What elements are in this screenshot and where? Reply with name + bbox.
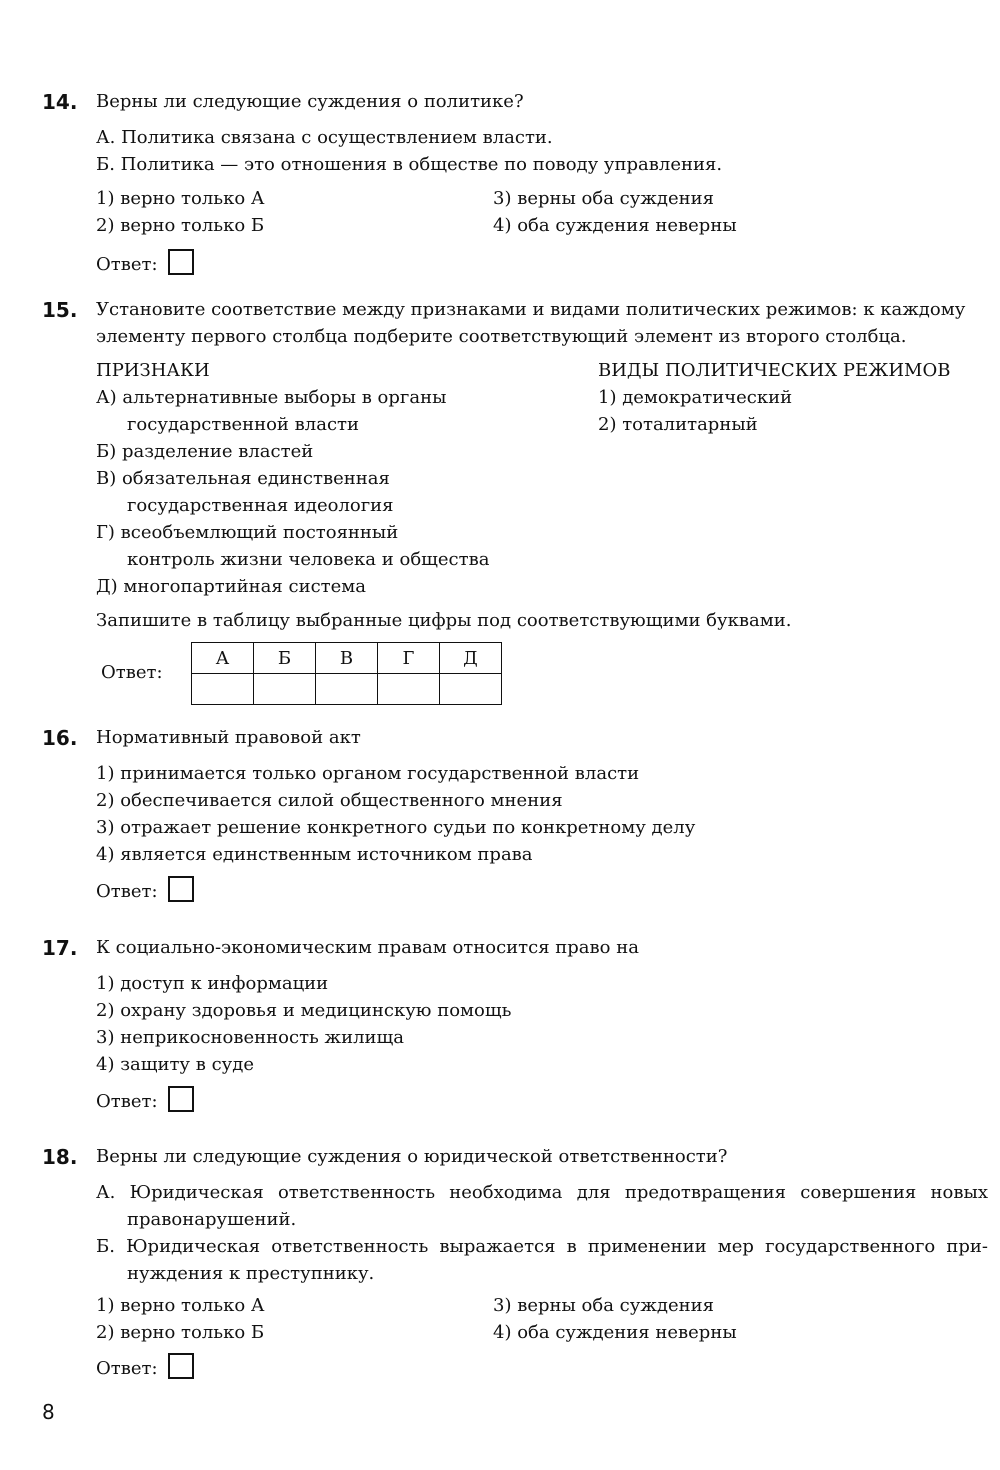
question-17-option-1[interactable]: 1) доступ к информации <box>96 973 329 994</box>
question-17-answer-box[interactable] <box>168 1086 194 1112</box>
question-18-option-2[interactable]: 2) верно только Б <box>96 1322 265 1343</box>
page-number: 8 <box>42 1400 55 1424</box>
question-15-answer-table <box>191 642 502 705</box>
question-16-option-4[interactable]: 4) является единственным источником права <box>96 844 533 865</box>
question-17-option-4[interactable]: 4) защиту в суде <box>96 1054 255 1075</box>
answer-table-cell-d[interactable] <box>440 674 502 705</box>
question-15-item-b: Б) разделение властей <box>96 441 314 462</box>
question-16-option-2[interactable]: 2) обеспечивается силой общественного мнения <box>96 790 563 811</box>
question-17-number: 17. <box>42 936 78 960</box>
question-18-option-4[interactable]: 4) оба суждения неверны <box>493 1322 737 1343</box>
question-15-right-header: ВИДЫ ПОЛИТИЧЕСКИХ РЕЖИМОВ <box>598 360 951 381</box>
question-15-item-d: Д) многопартийная система <box>96 576 366 597</box>
question-17-option-3[interactable]: 3) неприкосновенность жилища <box>96 1027 404 1048</box>
question-15-instruction: Запишите в таблицу выбранные цифры под соответствующими буквами. <box>96 610 792 631</box>
question-15-number: 15. <box>42 298 78 322</box>
question-15-item-a: А) альтернативные выборы в органы <box>96 387 447 408</box>
question-14-number: 14. <box>42 90 78 114</box>
question-14-text: Верны ли следующие суждения о политике? <box>96 91 524 112</box>
question-15-item-g-cont: контроль жизни человека и общества <box>127 549 490 570</box>
answer-table-header-d: Д <box>440 643 502 674</box>
question-17-option-2[interactable]: 2) охрану здоровья и медицинскую помощь <box>96 1000 512 1021</box>
question-17-text: К социально-экономическим правам относится право на <box>96 937 639 958</box>
question-14-option-2[interactable]: 2) верно только Б <box>96 215 265 236</box>
question-14-option-1[interactable]: 1) верно только А <box>96 188 265 209</box>
question-15-text-line1: Установите соответствие между признаками и видами политических режимов: к каждому <box>96 299 966 320</box>
question-15-item-v-cont: государственная идеология <box>127 495 394 516</box>
question-16-answer-label: Ответ: <box>96 881 158 902</box>
question-18-text: Верны ли следующие суждения о юридической ответственности? <box>96 1146 728 1167</box>
question-17-answer-label: Ответ: <box>96 1091 158 1112</box>
question-18-answer-box[interactable] <box>168 1353 194 1379</box>
question-15-regime-1: 1) демократический <box>598 387 793 408</box>
question-18-statement-a-cont: правонарушений. <box>127 1209 297 1230</box>
answer-table-cell-g[interactable] <box>378 674 440 705</box>
question-16-text: Нормативный правовой акт <box>96 727 361 748</box>
question-14-statement-b: Б. Политика — это отношения в обществе по поводу управления. <box>96 154 723 175</box>
question-16-number: 16. <box>42 726 78 750</box>
question-15-item-a-cont: государственной власти <box>127 414 359 435</box>
answer-table-header-g: Г <box>378 643 440 674</box>
question-18-answer-label: Ответ: <box>96 1358 158 1379</box>
question-18-option-3[interactable]: 3) верны оба суждения <box>493 1295 714 1316</box>
answer-table-header-v: В <box>316 643 378 674</box>
question-15-left-header: ПРИЗНАКИ <box>96 360 210 381</box>
question-15-item-g: Г) всеобъемлющий постоянный <box>96 522 399 543</box>
question-18-statement-a: А. Юридическая ответственность необходима для предотвращения совершения новых <box>96 1182 988 1203</box>
question-14-statement-a: А. Политика связана с осуществлением власти. <box>96 127 553 148</box>
question-15-regime-2: 2) тоталитарный <box>598 414 758 435</box>
question-18-option-1[interactable]: 1) верно только А <box>96 1295 265 1316</box>
answer-table-cell-b[interactable] <box>254 674 316 705</box>
question-15-item-v: В) обязательная единственная <box>96 468 390 489</box>
answer-table-cell-v[interactable] <box>316 674 378 705</box>
answer-table-header-a: А <box>192 643 254 674</box>
question-16-option-3[interactable]: 3) отражает решение конкретного судьи по конкретному делу <box>96 817 696 838</box>
question-14-answer-box[interactable] <box>168 249 194 275</box>
question-16-option-1[interactable]: 1) принимается только органом государственной власти <box>96 763 640 784</box>
question-18-statement-b-cont: нуждения к преступнику. <box>127 1263 375 1284</box>
question-14-answer-label: Ответ: <box>96 254 158 275</box>
answer-table-header-b: Б <box>254 643 316 674</box>
question-14-option-4[interactable]: 4) оба суждения неверны <box>493 215 737 236</box>
question-16-answer-box[interactable] <box>168 876 194 902</box>
question-18-number: 18. <box>42 1145 78 1169</box>
answer-table-cell-a[interactable] <box>192 674 254 705</box>
question-15-answer-label: Ответ: <box>101 662 163 683</box>
question-18-statement-b: Б. Юридическая ответственность выражается в применении мер государственного при- <box>96 1236 988 1257</box>
question-14-option-3[interactable]: 3) верны оба суждения <box>493 188 714 209</box>
question-15-text-line2: элементу первого столбца подберите соответствующий элемент из второго столбца. <box>96 326 907 347</box>
